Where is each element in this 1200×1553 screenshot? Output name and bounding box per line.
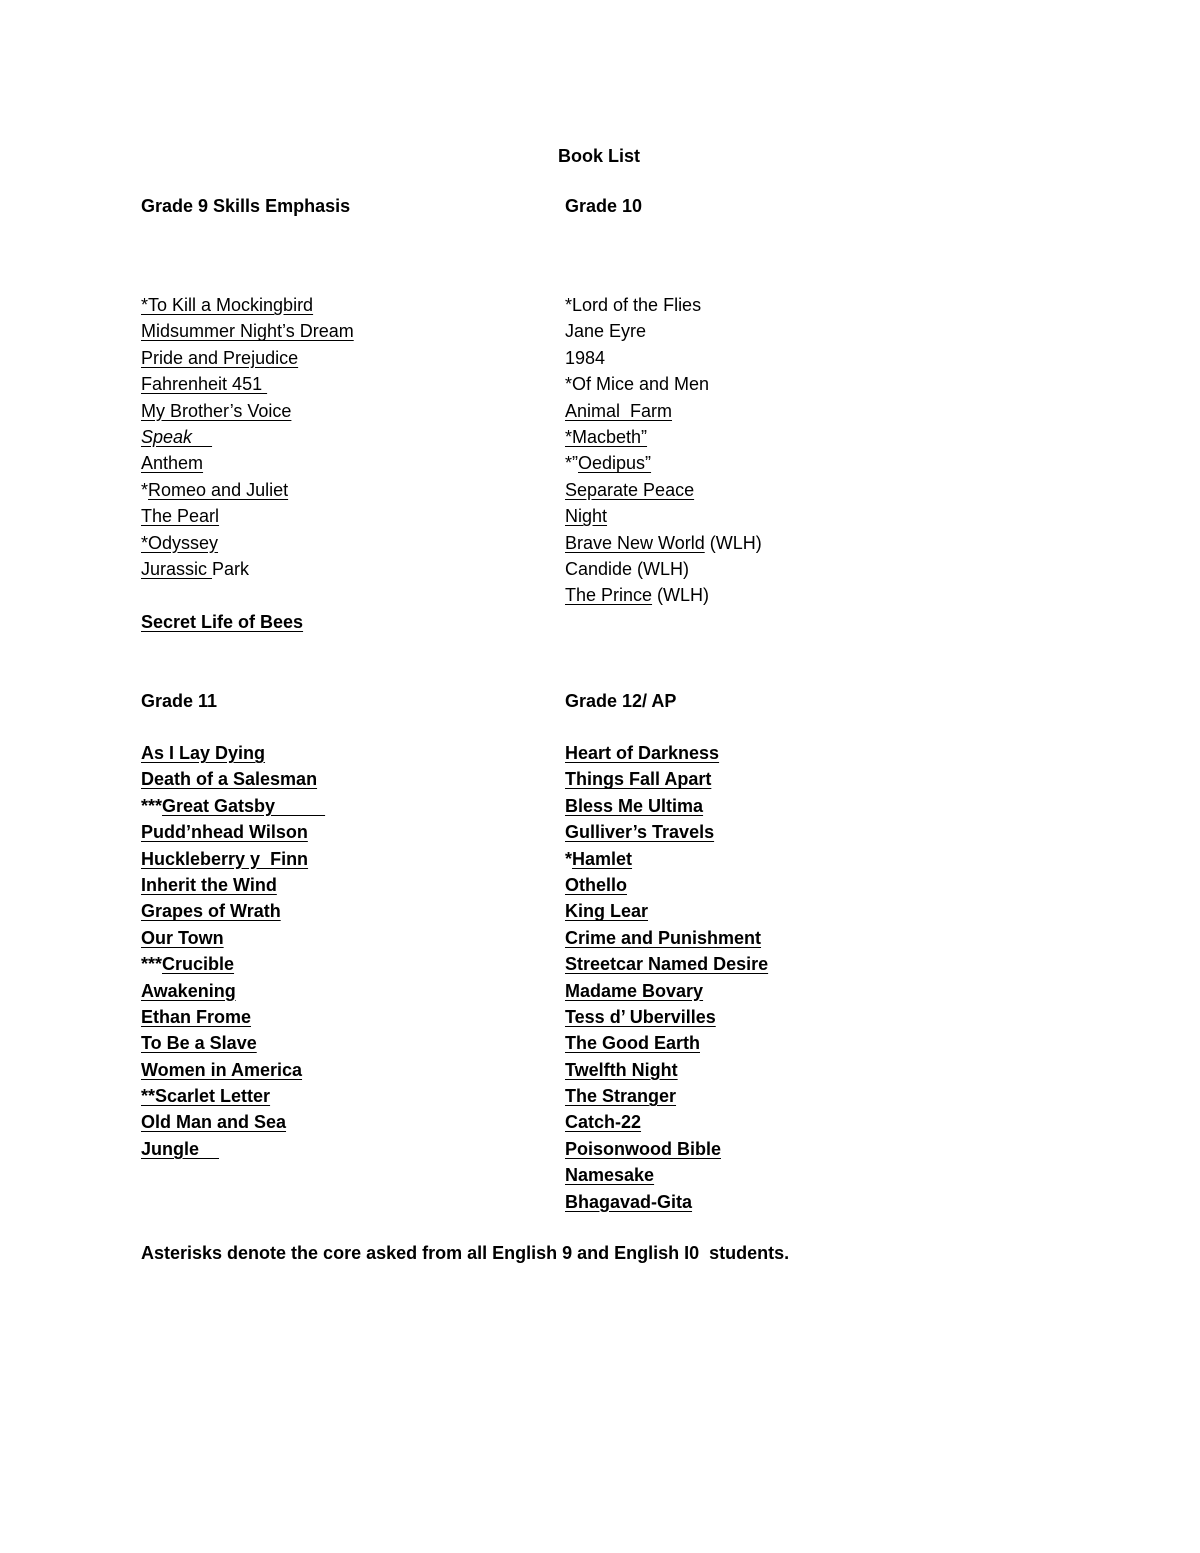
book-title: The Good Earth [565,1033,700,1054]
book-title: To Be a Slave [141,1033,257,1054]
book-title: Pride and Prejudice [141,347,299,368]
book-item [565,347,762,373]
book-item [565,953,768,979]
book-item [565,1191,768,1217]
book-title: Oedipus” [578,453,652,474]
book-item [141,1006,325,1032]
book-title: Jurassic [141,558,213,579]
book-item [141,1032,325,1058]
book-title: King Lear [565,901,649,922]
book-suffix: (WLH) [652,585,710,606]
book-item [565,742,768,768]
book-prefix: Candide (WLH) [565,558,690,579]
book-title: Pudd’nhead Wilson [141,822,308,843]
book-title: Things Fall Apart [565,769,712,790]
grade11-book-list [141,742,325,1164]
book-item [565,400,762,426]
book-title: Othello [565,874,627,895]
book-item [565,1138,768,1164]
book-title: Old Man and Sea [141,1112,287,1133]
book-item [141,373,354,399]
book-item [565,848,768,874]
book-title: Animal Farm [565,400,673,421]
book-title: Hamlet [572,848,633,869]
grade12-book-list [565,742,768,1217]
book-title: Ethan Frome [141,1006,252,1027]
book-item [141,953,325,979]
book-prefix: Jane Eyre [565,321,647,342]
grade9-book-list [141,294,354,584]
book-item [565,505,762,531]
book-item [565,532,762,558]
book-title: The Stranger [565,1086,677,1107]
book-item [565,1164,768,1190]
book-item [141,1085,325,1111]
book-title: Inherit the Wind [141,874,277,895]
book-suffix: Park [212,558,250,579]
book-title: Anthem [141,453,204,474]
book-title: **Scarlet Letter [141,1086,271,1107]
book-title: Bhagavad-Gita [565,1191,693,1212]
book-prefix: *” [565,453,578,474]
book-item [565,373,762,399]
grade10-heading: Grade 10 [565,196,643,216]
book-item [141,452,354,478]
book-title: The Prince [565,585,653,606]
book-item [141,505,354,531]
book-title: As I Lay Dying [141,743,266,763]
book-item [565,980,768,1006]
book-item [565,1006,768,1032]
book-item [565,768,768,794]
book-prefix: * [141,479,149,500]
book-item [565,426,762,452]
book-title: Women in America [141,1059,303,1080]
book-item [141,927,325,953]
book-title: Our Town [141,927,224,948]
book-title: Midsummer Night’s Dream [141,321,354,342]
book-title: *Odyssey [141,532,219,553]
book-item [141,1111,325,1137]
book-title: Twelfth Night [565,1059,678,1080]
book-title: Grapes of Wrath [141,901,281,922]
book-item [141,347,354,373]
book-title: Fahrenheit 451 [141,374,268,395]
book-item [141,795,325,821]
book-item [565,795,768,821]
book-prefix: * [565,848,573,869]
book-prefix: *** [141,795,163,816]
book-title: The Pearl [141,506,220,527]
book-title: *Macbeth” [565,426,648,447]
book-item [141,821,325,847]
grade12-heading: Grade 12/ AP [565,691,677,711]
book-title: Bless Me Ultima [565,795,704,816]
book-title: Crucible [162,954,235,975]
book-prefix: *Lord of the Flies [565,295,702,315]
book-item [141,742,325,768]
book-title: Death of a Salesman [141,769,318,790]
book-title: Jungle [141,1138,220,1159]
book-title: Madame Bovary [565,980,704,1001]
book-title: *To Kill a Mockingbird [141,295,314,315]
book-item [141,848,325,874]
book-item [565,558,762,584]
book-item [141,320,354,346]
book-item [565,1085,768,1111]
book-item [141,400,354,426]
page-title: Book List [558,146,641,166]
grade10-book-list [565,294,762,611]
book-title: Gulliver’s Travels [565,822,715,843]
book-prefix: *** [141,954,163,975]
book-title: Huckleberry y Finn [141,848,309,869]
book-title: Tess d’ Ubervilles [565,1006,716,1027]
book-item [141,479,354,505]
book-item [141,768,325,794]
book-item [141,558,354,584]
book-item [141,1059,325,1085]
book-item [565,584,762,610]
book-suffix: (WLH) [704,532,762,553]
book-prefix: 1984 [565,347,606,368]
book-item [141,426,354,452]
book-item [565,1059,768,1085]
book-item [565,1032,768,1058]
book-title: Streetcar Named Desire [565,954,769,975]
book-title: Night [565,506,608,527]
book-item [565,1111,768,1137]
book-item [565,874,768,900]
book-item [141,980,325,1006]
book-title: Catch-22 [565,1112,642,1133]
book-title: Romeo and Juliet [148,479,289,500]
book-title: Poisonwood Bible [565,1138,721,1159]
book-title: Crime and Punishment [565,927,762,948]
book-title: Brave New World [565,532,705,553]
book-item [565,320,762,346]
book-title: Namesake [565,1165,655,1186]
footnote: Asterisks denote the core asked from all English 9 and English I0 students. [141,1243,790,1263]
book-prefix: *Of Mice and Men [565,374,710,395]
book-item [141,532,354,558]
book-item [565,452,762,478]
grade11-heading: Grade 11 [141,691,218,711]
book-item [565,294,762,320]
grade9-extra-book: Secret Life of Bees [141,612,304,632]
book-item [141,874,325,900]
grade9-heading: Grade 9 Skills Emphasis [141,196,351,216]
book-title: Great Gatsby [162,795,326,816]
book-item [565,821,768,847]
book-title: Awakening [141,980,236,1001]
book-title: Heart of Darkness [565,743,720,763]
book-title: Speak [141,426,213,447]
book-item [141,900,325,926]
book-title: My Brother’s Voice [141,400,292,421]
book-item [141,1138,325,1164]
book-item [565,479,762,505]
book-item [565,900,768,926]
book-title: Separate Peace [565,479,695,500]
book-item [565,927,768,953]
book-item [141,294,354,320]
